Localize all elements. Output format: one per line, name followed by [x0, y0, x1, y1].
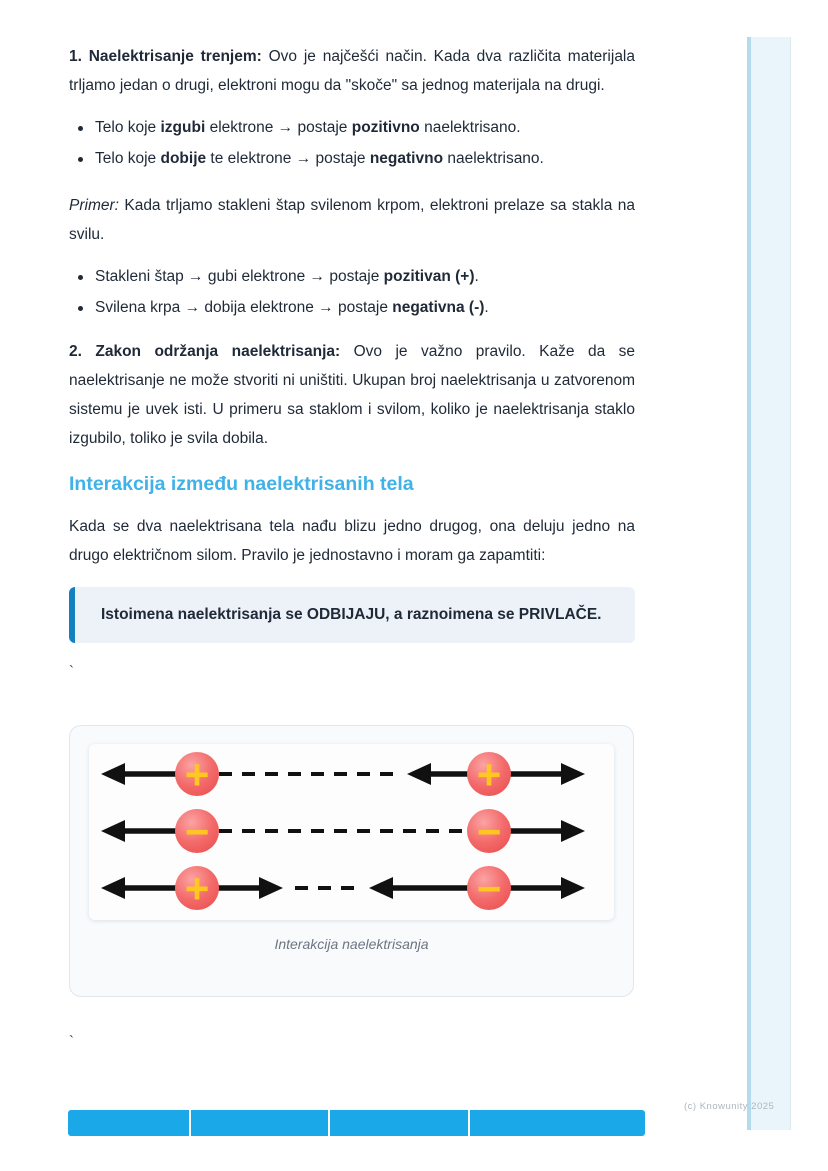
diagram-row-plus-minus: [101, 877, 585, 899]
charge-sign: +: [476, 751, 502, 799]
scrollbar-track[interactable]: [747, 37, 791, 1130]
bullet-list-electron-transfer: [69, 113, 635, 174]
table-header-cell: [191, 1110, 329, 1136]
list-item: Svilena krpa → dobija elektrone → postaje negativna (-).: [69, 293, 635, 323]
bullet-list-glass-silk: [69, 262, 635, 323]
bullet-icon: [78, 275, 83, 280]
charge-sign: −: [476, 808, 502, 856]
paragraph-interaction-intro: Kada se dva naelektrisana tela nađu blizu jedno drugog, ona deluju jedno na drugo električnom silom. Pravilo je jednostavno i moram ga zapamtiti:: [69, 518, 635, 565]
table-header-cell: [330, 1110, 467, 1136]
figure-image-panel: [89, 744, 614, 920]
callout-rule-box: [69, 587, 635, 643]
arrowhead-right-icon: [561, 763, 585, 785]
paragraph-friction: 1. Naelektrisanje trenjem: Ovo je najčešći način. Kada dva različita materijala trljamo jedan o drugi, elektroni mogu da "skoče" sa jednog materijala na drugi.: [69, 48, 635, 94]
paragraph-conservation-law: 2. Zakon održanja naelektrisanja: Ovo je važno pravilo. Kaže da se naelektrisanje ne može stvoriti ni uništiti. Ukupan broj naelektrisanja u zatvorenom sistemu je uvek isti. U primeru sa staklom i svilom, koliko je naelektrisanja staklo izgubilo, toliko je svila dobila.: [69, 343, 635, 447]
charge-sign: −: [184, 808, 210, 856]
diagram-row-plus-plus: [101, 763, 585, 785]
list-item: Stakleni štap → gubi elektrone → postaje pozitivan (+).: [69, 262, 635, 292]
paragraph-conservation-lead: 2. Zakon održanja naelektrisanja:: [69, 343, 341, 360]
section-heading: Interakcija između naelektrisanih tela: [69, 473, 414, 495]
list-item: Telo koje dobije te elektrone → postaje negativno naelektrisano.: [69, 144, 635, 174]
list-item: Telo koje izgubi elektrone → postaje pozitivno naelektrisano.: [69, 113, 635, 143]
document-content: [69, 42, 635, 1055]
bullet-icon: [78, 157, 83, 162]
charge-sign: +: [184, 751, 210, 799]
bullet-icon: [78, 126, 83, 131]
table-header-row: [68, 1110, 645, 1136]
stray-backtick: `: [69, 663, 74, 681]
copyright-watermark: (c) Knowunity 2025: [684, 1101, 775, 1112]
arrowhead-right-icon: [561, 877, 585, 899]
charge-sign: +: [184, 865, 210, 913]
figure-charge-interaction: [69, 725, 634, 997]
arrowhead-right-icon: [561, 820, 585, 842]
arrowhead-right-icon: [259, 877, 283, 899]
stray-backtick: `: [69, 1033, 74, 1051]
arrowhead-left-icon: [369, 877, 393, 899]
diagram-row-minus-minus: [101, 820, 585, 842]
paragraph-friction-lead: 1. Naelektrisanje trenjem:: [69, 48, 262, 65]
charge-interaction-diagram: [89, 744, 614, 920]
callout-text: Istoimena naelektrisanja se ODBIJAJU, a raznoimena se PRIVLAČE.: [101, 606, 602, 624]
table-header-cell: [68, 1110, 189, 1136]
table-header-cell: [470, 1110, 645, 1136]
figure-caption: Interakcija naelektrisanja: [274, 936, 429, 953]
charge-sign: −: [476, 865, 502, 913]
paragraph-example: Primer: Kada trljamo stakleni štap svilenom krpom, elektroni prelaze sa stakla na svilu.: [69, 197, 635, 243]
example-label: Primer:: [69, 197, 119, 214]
bullet-icon: [78, 306, 83, 311]
